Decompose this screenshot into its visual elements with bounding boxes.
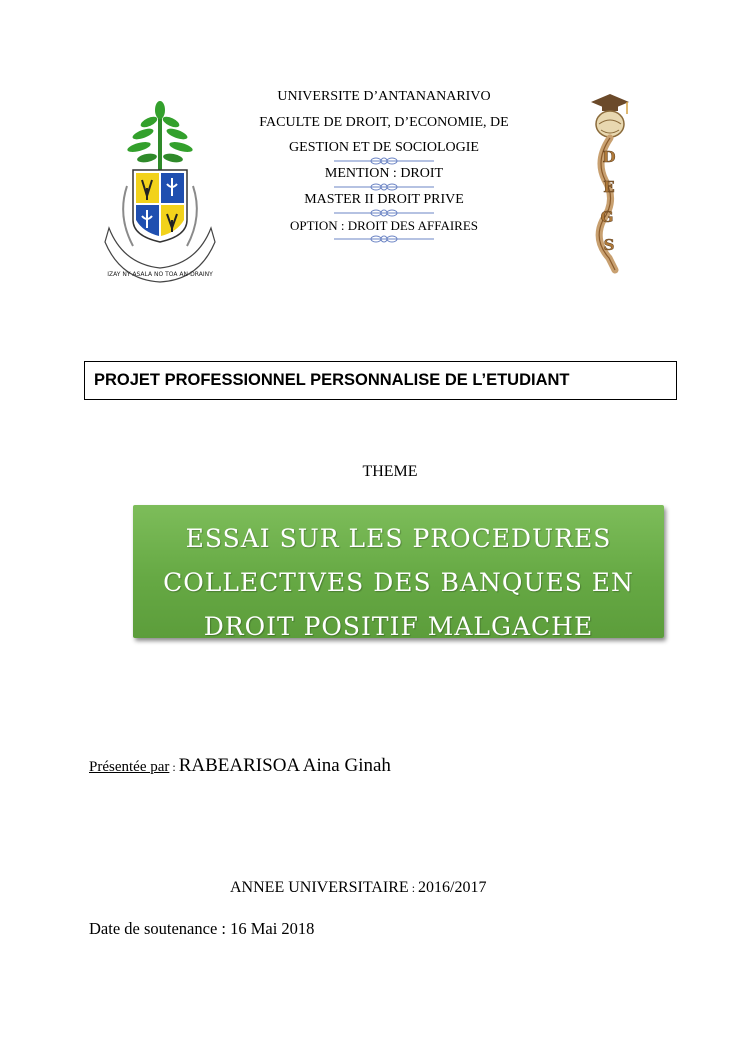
ornament-divider	[334, 209, 434, 217]
tree-icon	[126, 101, 193, 170]
presenter-name: RABEARISOA Aina Ginah	[178, 755, 391, 776]
theme-title-line: ESSAI SUR LES PROCEDURES	[185, 524, 612, 553]
project-title: PROJET PROFESSIONNEL PERSONNALISE DE L’ETUDIANT	[84, 361, 677, 400]
master-line: MASTER II DROIT PRIVE	[304, 192, 464, 207]
svg-text:E: E	[603, 178, 615, 196]
theme-title-line: COLLECTIVES DES BANQUES EN	[163, 568, 634, 597]
degs-logo	[585, 90, 635, 280]
presenter-line	[89, 755, 391, 777]
academic-year	[230, 879, 487, 897]
svg-text:D: D	[602, 148, 616, 166]
mention-line: MENTION : DROIT	[324, 166, 444, 181]
faculty-name-line1: FACULTE DE DROIT, D’ECONOMIE, DE	[259, 115, 509, 130]
university-name: UNIVERSITE D’ANTANANARIVO	[277, 89, 491, 104]
theme-title-line: DROIT POSITIF MALGACHE	[203, 612, 594, 641]
ornament-divider	[334, 235, 434, 243]
option-line: OPTION : DROIT DES AFFAIRES	[289, 218, 479, 233]
svg-text:G: G	[600, 208, 614, 226]
svg-text:S: S	[603, 236, 615, 254]
academic-year-separator: :	[408, 881, 419, 895]
presenter-separator: :	[169, 760, 179, 774]
shield-icon	[133, 170, 187, 242]
university-logo	[103, 96, 218, 286]
ornament-divider	[334, 183, 434, 191]
defense-date: Date de soutenance : 16 Mai 2018	[89, 919, 315, 938]
presenter-label: Présentée par	[89, 759, 170, 775]
academic-year-value: 2016/2017	[418, 879, 487, 896]
logo-motto: IZAY NY ASALA NO TOA AN-DRAINY	[107, 271, 213, 278]
theme-title-box	[133, 505, 664, 641]
ornament-divider	[334, 157, 434, 165]
academic-year-label: ANNEE UNIVERSITAIRE	[230, 879, 409, 896]
theme-label: THEME	[362, 463, 418, 480]
faculty-name-line2: GESTION ET DE SOCIOLOGIE	[289, 140, 479, 155]
theme-title	[133, 517, 664, 649]
